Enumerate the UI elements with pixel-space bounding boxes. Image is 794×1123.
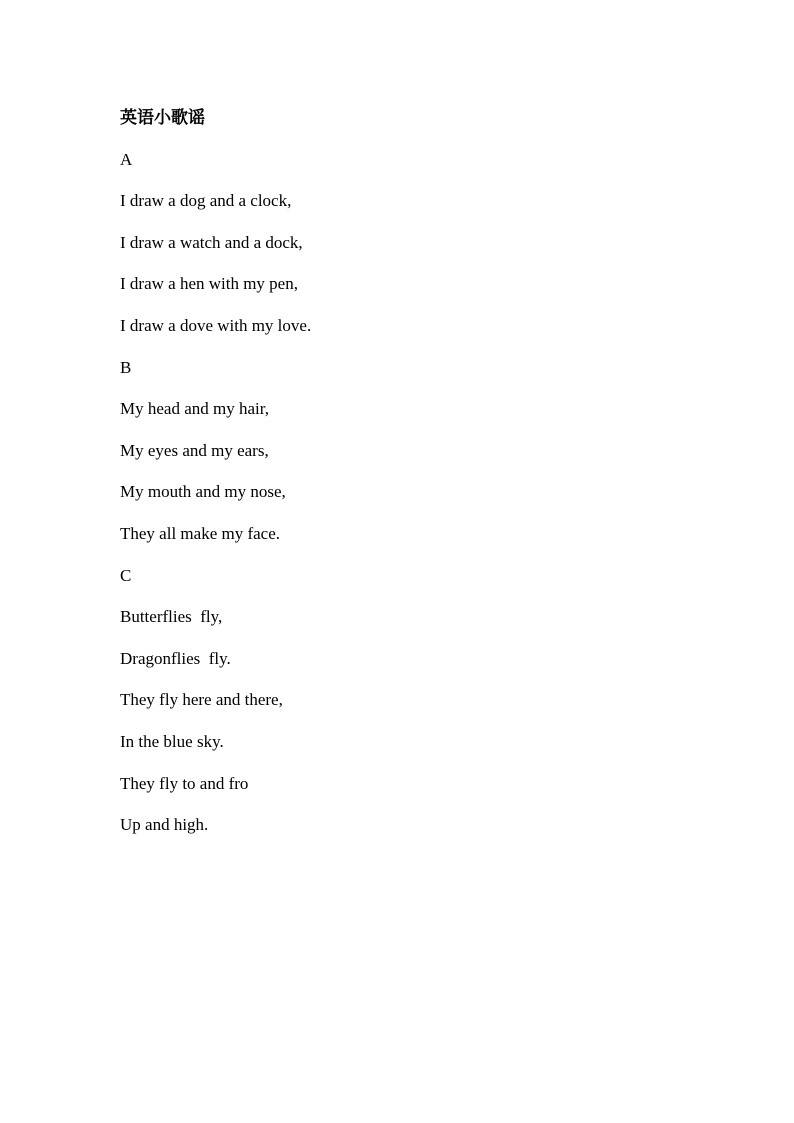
- verse-line: They all make my face.: [120, 523, 281, 543]
- verse-line: I draw a watch and a dock,: [120, 232, 303, 252]
- document-body: [120, 103, 680, 852]
- verse-line: Butterflies fly,: [120, 607, 223, 627]
- verse-line: I draw a hen with my pen,: [120, 274, 298, 294]
- document-title: 英语小歌谣: [120, 108, 205, 128]
- verse-line: My head and my hair,: [120, 399, 269, 419]
- verse-line: My eyes and my ears,: [120, 440, 269, 460]
- verse-line: I draw a dog and a clock,: [120, 191, 292, 211]
- verse-line: They fly here and there,: [120, 690, 283, 710]
- verse-line: Up and high.: [120, 815, 209, 835]
- section-label-c: C: [120, 565, 132, 585]
- verse-line: Dragonflies fly.: [120, 648, 231, 668]
- verse-line: My mouth and my nose,: [120, 482, 286, 502]
- section-label-b: B: [120, 357, 132, 377]
- section-label-a: A: [120, 149, 133, 169]
- verse-line: I draw a dove with my love.: [120, 315, 312, 335]
- verse-line: In the blue sky.: [120, 731, 224, 751]
- verse-line: They fly to and fro: [120, 773, 249, 793]
